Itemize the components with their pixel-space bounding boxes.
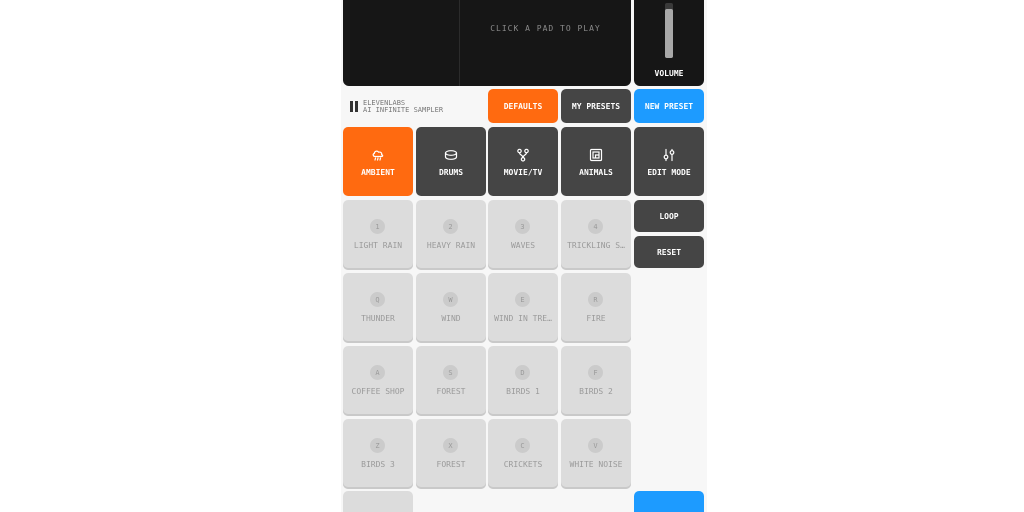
pad-birds-1[interactable] <box>488 346 558 416</box>
pad-label: WHITE NOISE <box>569 460 623 469</box>
git-fork-icon <box>488 148 558 162</box>
pad-key: Q <box>370 292 385 307</box>
sliders-icon <box>634 148 704 162</box>
brand-name: ELEVENLABS <box>363 99 406 107</box>
pad-wind[interactable] <box>416 273 486 343</box>
pad-label: BIRDS 1 <box>506 387 540 396</box>
pad-next-row[interactable] <box>343 491 413 512</box>
pad-key: F <box>588 365 603 380</box>
pad-label: FIRE <box>586 314 606 323</box>
elevenlabs-logo-icon <box>350 101 358 112</box>
pad-key: 2 <box>443 219 458 234</box>
pad-key: C <box>515 438 530 453</box>
pad-label: HEAVY RAIN <box>426 241 476 250</box>
brand-tagline: AI INFINITE SAMPLER <box>363 106 444 114</box>
pad-key: 4 <box>588 219 603 234</box>
pad-forest-2[interactable] <box>416 419 486 489</box>
display-screen <box>343 0 631 86</box>
category-movie-tv[interactable] <box>488 127 558 196</box>
volume-label: VOLUME <box>654 69 684 78</box>
pad-trickling-stream[interactable] <box>561 200 631 270</box>
pad-crickets[interactable] <box>488 419 558 489</box>
loop-button[interactable]: LOOP <box>634 200 704 232</box>
pad-key: V <box>588 438 603 453</box>
pad-birds-2[interactable] <box>561 346 631 416</box>
pad-label: BIRDS 2 <box>579 387 613 396</box>
pad-key: Z <box>370 438 385 453</box>
pad-forest[interactable] <box>416 346 486 416</box>
pad-label: LIGHT RAIN <box>353 241 403 250</box>
pad-key: W <box>443 292 458 307</box>
category-animals[interactable] <box>561 127 631 196</box>
category-drums[interactable] <box>416 127 486 196</box>
pad-label: FOREST <box>436 387 466 396</box>
display-divider <box>459 0 460 86</box>
pad-label: BIRDS 3 <box>361 460 395 469</box>
pad-birds-3[interactable] <box>343 419 413 489</box>
category-edit-mode[interactable] <box>634 127 704 196</box>
pad-label: COFFEE SHOP <box>351 387 405 396</box>
pad-coffee-shop[interactable] <box>343 346 413 416</box>
pad-heavy-rain[interactable] <box>416 200 486 270</box>
pad-key: 1 <box>370 219 385 234</box>
category-label: MOVIE/TV <box>503 168 543 177</box>
pad-label: WIND <box>441 314 461 323</box>
pad-white-noise[interactable] <box>561 419 631 489</box>
pad-key: A <box>370 365 385 380</box>
category-ambient[interactable] <box>343 127 413 196</box>
pad-label: THUNDER <box>361 314 395 323</box>
pad-key: R <box>588 292 603 307</box>
pad-light-rain[interactable] <box>343 200 413 270</box>
pad-label: CRICKETS <box>503 460 543 469</box>
category-label: DRUMS <box>438 168 464 177</box>
pad-fire[interactable] <box>561 273 631 343</box>
reset-button[interactable]: RESET <box>634 236 704 268</box>
pad-key: E <box>515 292 530 307</box>
new-preset-button[interactable]: NEW PRESET <box>634 89 704 123</box>
pad-waves[interactable] <box>488 200 558 270</box>
pad-label: WIND IN TRE… <box>494 314 552 323</box>
my-presets-button[interactable]: MY PRESETS <box>561 89 631 123</box>
defaults-button[interactable]: DEFAULTS <box>488 89 558 123</box>
drum-icon <box>416 148 486 162</box>
volume-slider-fill[interactable] <box>665 9 673 59</box>
cloud-rain-icon <box>343 148 413 162</box>
pad-label: TRICKLING S… <box>567 241 625 250</box>
pad-label: FOREST <box>436 460 466 469</box>
volume-slider[interactable] <box>665 3 673 58</box>
pad-thunder[interactable] <box>343 273 413 343</box>
picture-frame-icon <box>561 148 631 162</box>
pad-key: 3 <box>515 219 530 234</box>
bottom-action-button[interactable] <box>634 491 704 512</box>
pad-key: X <box>443 438 458 453</box>
volume-panel <box>634 0 704 86</box>
pad-key: S <box>443 365 458 380</box>
display-message: CLICK A PAD TO PLAY <box>490 24 601 33</box>
category-label: EDIT MODE <box>647 168 691 177</box>
pad-key: D <box>515 365 530 380</box>
pad-label: WAVES <box>510 241 536 250</box>
category-label: AMBIENT <box>361 168 395 177</box>
category-label: ANIMALS <box>579 168 613 177</box>
pad-wind-in-trees[interactable] <box>488 273 558 343</box>
sampler-app <box>341 0 707 512</box>
